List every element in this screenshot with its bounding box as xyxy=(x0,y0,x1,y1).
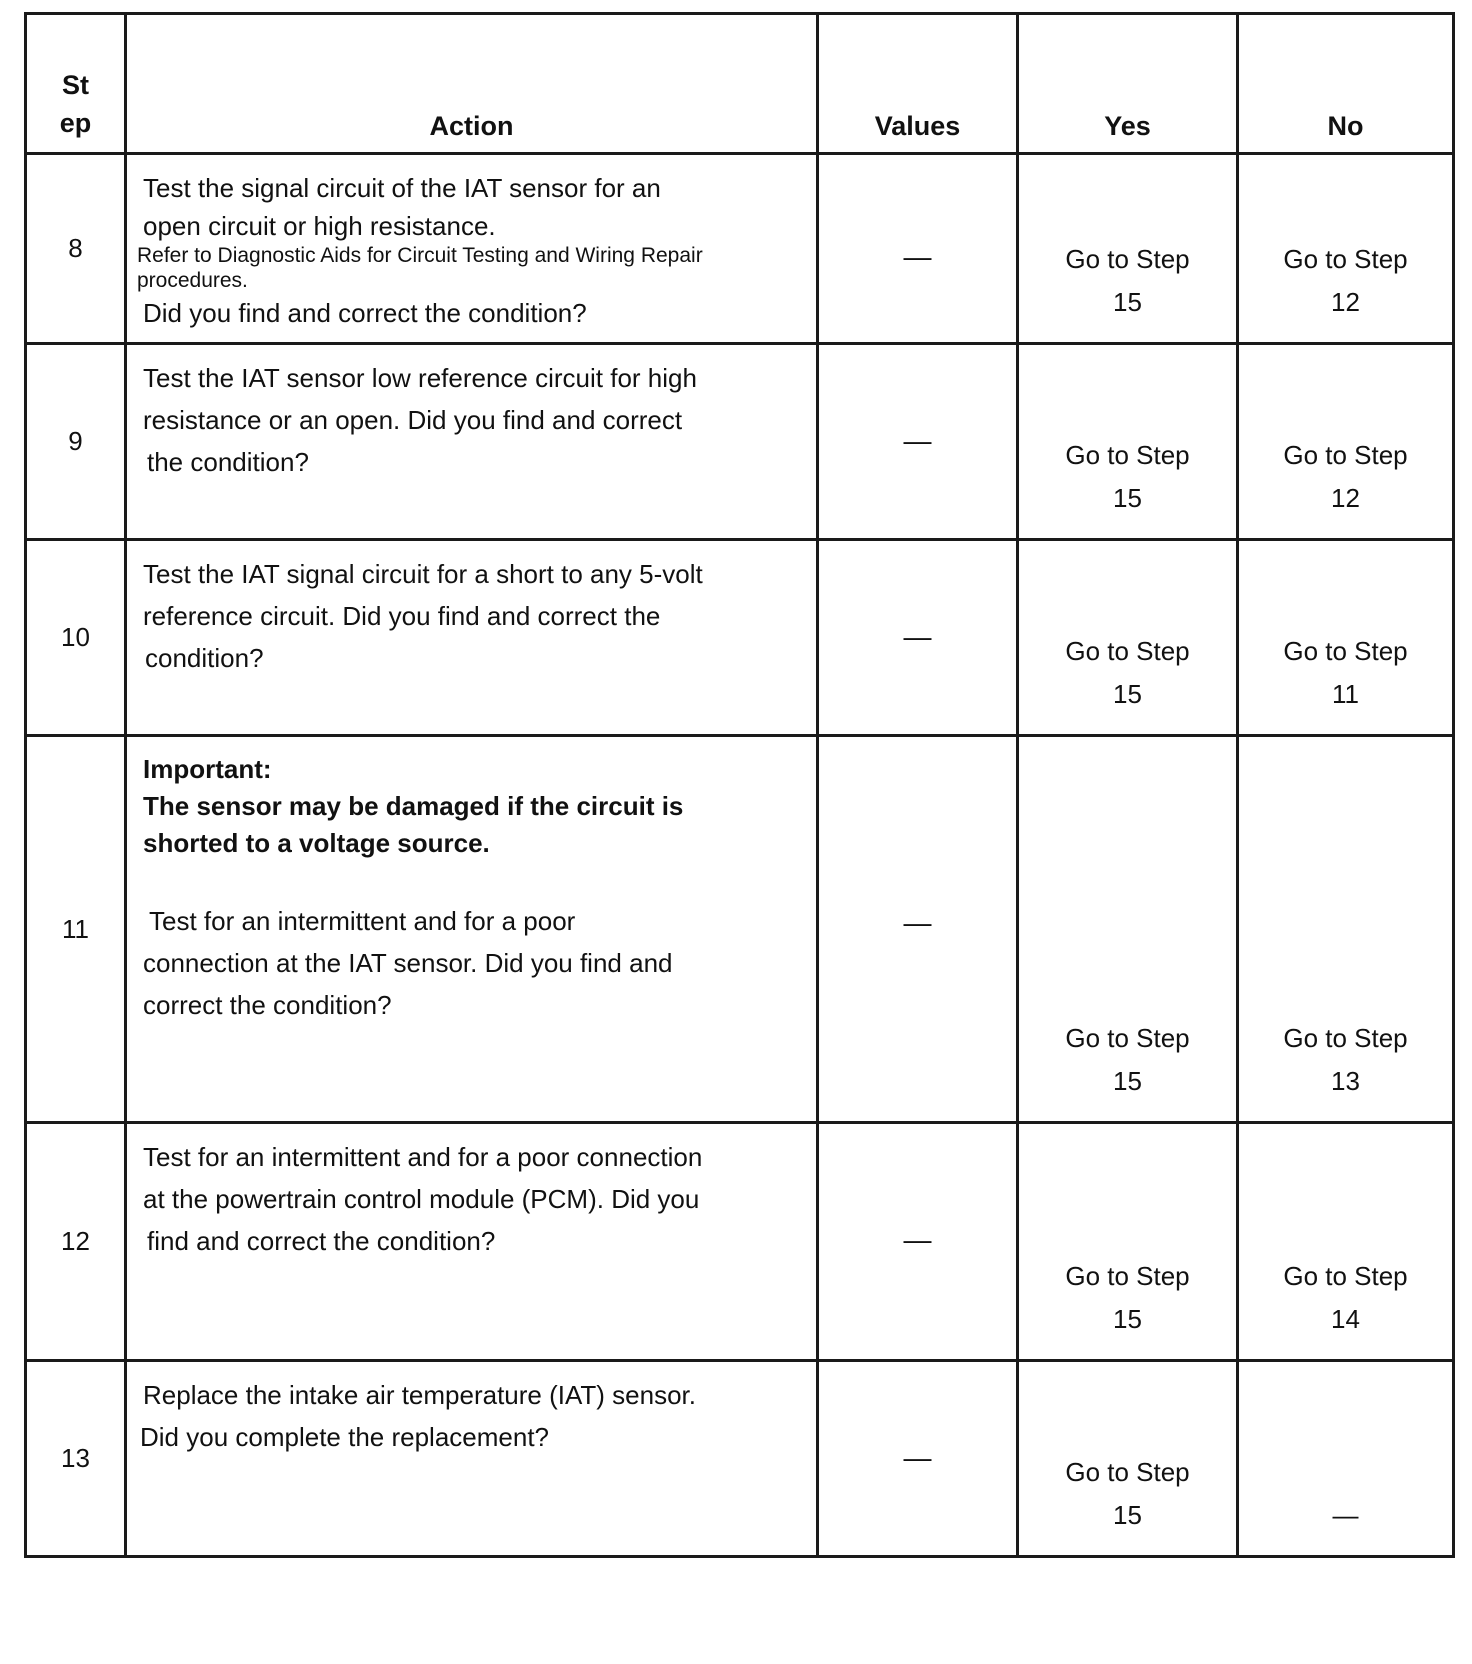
no-cell xyxy=(1238,736,1454,1123)
action-cell xyxy=(126,1361,818,1557)
yes-cell xyxy=(1018,154,1238,344)
yes-goto-label: Go to Step xyxy=(1065,1023,1190,1053)
no-goto-step: 13 xyxy=(1331,1066,1360,1096)
action-line: Replace the intake air temperature (IAT) sensor. xyxy=(143,1380,696,1410)
values-cell: — xyxy=(818,1123,1018,1361)
no-cell xyxy=(1238,1123,1454,1361)
yes-goto-label: Go to Step xyxy=(1065,1261,1190,1291)
action-line: open circuit or high resistance. xyxy=(143,211,496,241)
table-row xyxy=(26,154,1454,344)
important-text: shorted to a voltage source. xyxy=(143,828,490,858)
action-line: Test the IAT sensor low reference circuit for high xyxy=(143,363,697,393)
step-number: 8 xyxy=(26,154,126,344)
yes-cell xyxy=(1018,1361,1238,1557)
no-goto-step: 12 xyxy=(1331,287,1360,317)
yes-cell xyxy=(1018,1123,1238,1361)
no-goto-label: Go to Step xyxy=(1283,1261,1408,1291)
header-no: No xyxy=(1238,14,1454,154)
no-goto-step: 12 xyxy=(1331,483,1360,513)
yes-goto-step: 15 xyxy=(1113,679,1142,709)
no-cell: — xyxy=(1238,1361,1454,1557)
action-line: condition? xyxy=(145,643,264,673)
no-cell xyxy=(1238,540,1454,736)
table-row xyxy=(26,540,1454,736)
no-goto-label: Go to Step xyxy=(1283,440,1408,470)
action-cell xyxy=(126,1123,818,1361)
step-number: 11 xyxy=(26,736,126,1123)
action-line: reference circuit. Did you find and correct the xyxy=(143,601,661,631)
important-text: The sensor may be damaged if the circuit is xyxy=(143,791,684,821)
action-cell xyxy=(126,154,818,344)
action-line: connection at the IAT sensor. Did you find and xyxy=(143,948,673,978)
values-cell: — xyxy=(818,1361,1018,1557)
action-line: correct the condition? xyxy=(143,990,392,1020)
table-row xyxy=(26,344,1454,540)
values-cell: — xyxy=(818,344,1018,540)
header-step xyxy=(26,14,126,154)
yes-goto-step: 15 xyxy=(1113,1500,1142,1530)
yes-goto-step: 15 xyxy=(1113,1304,1142,1334)
no-goto-label: Go to Step xyxy=(1283,636,1408,666)
action-line: Did you complete the replacement? xyxy=(140,1422,550,1452)
step-number: 12 xyxy=(26,1123,126,1361)
action-line: Test for an intermittent and for a poor xyxy=(149,906,576,936)
action-line: the condition? xyxy=(147,447,309,477)
header-action: Action xyxy=(126,14,818,154)
table-row xyxy=(26,736,1454,1123)
action-cell xyxy=(126,736,818,1123)
table-row xyxy=(26,1361,1454,1557)
yes-cell xyxy=(1018,736,1238,1123)
header-yes: Yes xyxy=(1018,14,1238,154)
table-header-row xyxy=(26,14,1454,154)
important-label: Important: xyxy=(143,754,272,784)
yes-goto-label: Go to Step xyxy=(1065,244,1190,274)
header-step-line1: St xyxy=(62,70,89,100)
no-goto-step: 11 xyxy=(1332,679,1359,709)
step-number: 13 xyxy=(26,1361,126,1557)
action-line: Test for an intermittent and for a poor connection xyxy=(143,1142,703,1172)
no-goto-label: Go to Step xyxy=(1283,1023,1408,1053)
action-question: Did you find and correct the condition? xyxy=(143,298,587,328)
table-row xyxy=(26,1123,1454,1361)
step-number: 10 xyxy=(26,540,126,736)
yes-goto-label: Go to Step xyxy=(1065,1457,1190,1487)
no-cell xyxy=(1238,344,1454,540)
action-cell xyxy=(126,540,818,736)
yes-goto-step: 15 xyxy=(1113,287,1142,317)
action-line: resistance or an open. Did you find and correct xyxy=(143,405,683,435)
values-cell: — xyxy=(818,736,1018,1123)
no-cell xyxy=(1238,154,1454,344)
action-line: Test the IAT signal circuit for a short to any 5-volt xyxy=(143,559,703,589)
step-number: 9 xyxy=(26,344,126,540)
header-step-line2: ep xyxy=(59,108,92,138)
yes-cell xyxy=(1018,540,1238,736)
action-line: find and correct the condition? xyxy=(147,1226,496,1256)
no-goto-label: Go to Step xyxy=(1283,244,1408,274)
yes-goto-step: 15 xyxy=(1113,483,1142,513)
no-goto-step: 14 xyxy=(1331,1304,1360,1334)
action-note: Refer to Diagnostic Aids for Circuit Testing and Wiring Repair procedures. xyxy=(137,244,703,292)
yes-goto-label: Go to Step xyxy=(1065,636,1190,666)
yes-goto-step: 15 xyxy=(1113,1066,1142,1096)
yes-goto-label: Go to Step xyxy=(1065,440,1190,470)
action-cell xyxy=(126,344,818,540)
action-line: Test the signal circuit of the IAT sensor for an xyxy=(143,173,661,203)
header-values: Values xyxy=(818,14,1018,154)
yes-cell xyxy=(1018,344,1238,540)
diagnostic-table xyxy=(24,12,1452,1558)
action-line: at the powertrain control module (PCM). Did you xyxy=(143,1184,700,1214)
values-cell: — xyxy=(818,540,1018,736)
values-cell: — xyxy=(818,154,1018,344)
